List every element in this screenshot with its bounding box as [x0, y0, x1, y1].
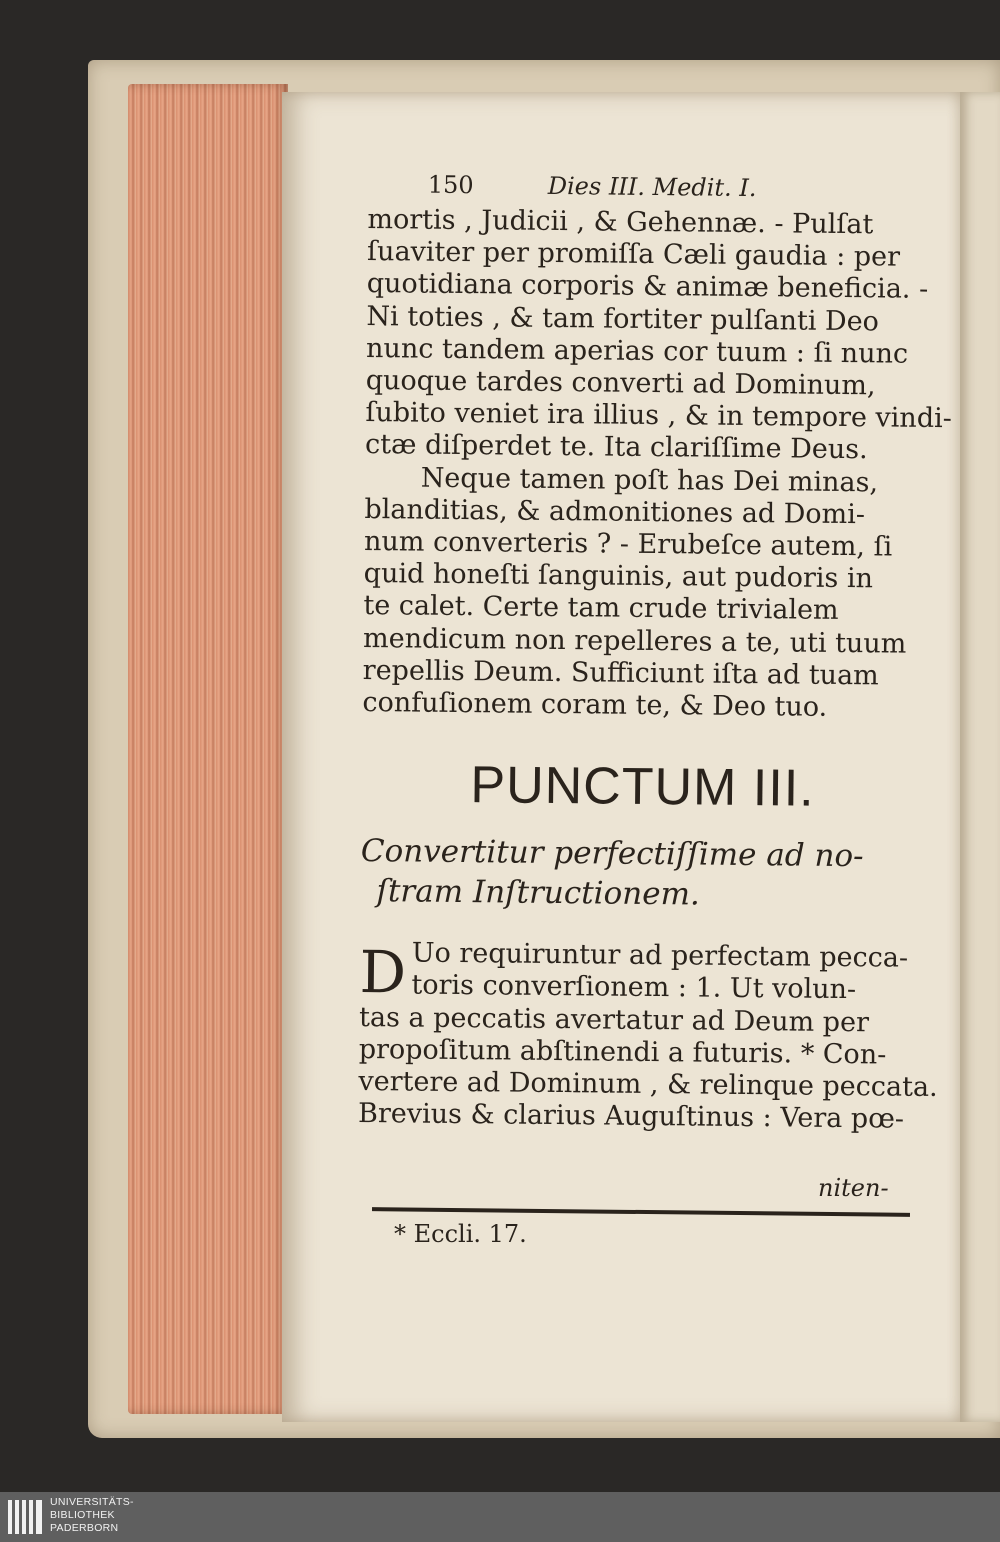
page-text: [357, 170, 952, 1136]
text-line: ctæ diſperdet te. Ita clariſſime Deus.: [364, 429, 868, 466]
section-subtitle: [360, 831, 923, 917]
running-head: [368, 170, 930, 210]
paragraph-3: [357, 937, 938, 1136]
library-logo-icon: [8, 1500, 46, 1534]
text-line: Uo requiruntur ad perfectam pecca-: [411, 937, 909, 974]
text-line: repellis Deum. Sufficiunt iſta ad tuam: [362, 654, 879, 692]
text-line: Neque tamen poſt has Dei minas,: [420, 462, 879, 498]
text-line: Ni toties , & tam fortiter pulſanti Deo: [366, 300, 880, 337]
page-block-edge: [128, 84, 288, 1414]
paragraph-1: [364, 203, 952, 467]
paragraph-2: [362, 462, 927, 725]
text-line: te calet. Certe tam crude trivialem: [363, 590, 839, 627]
text-line: quotidiana corporis & animæ beneficia. -: [366, 268, 929, 306]
text-line: num converteris ? - Erubeſce autem, ſi: [363, 526, 893, 563]
subtitle-line: Convertitur perfectiſſime ad no-: [360, 833, 864, 875]
text-line: Brevius & clarius Auguſtinus : Vera pœ-: [357, 1098, 905, 1135]
text-line: confuſionem coram te, & Deo tuo.: [362, 687, 828, 723]
library-branding-bar: [0, 1492, 1000, 1542]
text-line: vertere ad Dominum , & relinque peccata.: [358, 1066, 938, 1104]
text-line: toris converſionem : 1. Ut volun-: [411, 969, 857, 1006]
text-line: propoſitum abſtinendi a futuris. * Con-: [358, 1033, 887, 1071]
running-title: Dies III. Medit. I.: [547, 171, 757, 203]
library-name: [50, 1496, 134, 1535]
drop-cap: D: [359, 938, 407, 1007]
library-name-line: UNIVERSITÄTS-: [50, 1496, 134, 1508]
text-line: ſubito veniet ira illius , & in tempore vindi-: [365, 397, 952, 435]
catchword: niten-: [818, 1174, 889, 1202]
text-line: blanditias, & admonitiones ad Domi-: [364, 493, 866, 531]
subtitle-line: ſtram Inſtructionem.: [376, 873, 700, 913]
text-line: tas a peccatis avertatur ad Deum per: [358, 1001, 870, 1038]
library-name-line: PADERBORN: [50, 1522, 119, 1534]
text-line: nunc tandem aperias cor tuum : ſi nunc: [365, 332, 909, 370]
facing-page-edge: [960, 92, 1000, 1422]
section-heading: PUNCTUM III.: [470, 756, 815, 818]
footnote: * Eccli. 17.: [394, 1220, 527, 1248]
text-line: mendicum non repelleres a te, uti tuum: [362, 622, 907, 660]
text-line: quoque tardes converti ad Dominum,: [365, 365, 876, 402]
library-name-line: BIBLIOTHEK: [50, 1509, 115, 1521]
text-line: ſuaviter per promiſſa Cæli gaudia : per: [366, 236, 901, 273]
text-line: quid honeſti ſanguinis, aut pudoris in: [363, 558, 874, 595]
text-line: mortis , Judicii , & Gehennæ. - Pulſat: [367, 203, 874, 241]
page-number: 150: [427, 170, 474, 200]
